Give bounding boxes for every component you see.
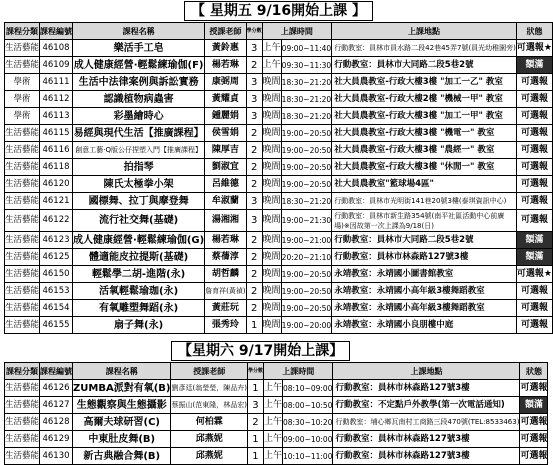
- course-credits: 3: [246, 74, 262, 91]
- course-name: 體適能皮拉提斯(基礎): [73, 249, 205, 266]
- course-code: 46122: [40, 210, 73, 232]
- course-row[interactable]: [5, 380, 548, 397]
- course-teacher: 牟淑蘭: [205, 193, 246, 210]
- course-name: 彩墨繪時心: [73, 108, 205, 125]
- course-location: 永靖教室：永靖國小良朋樓中庭: [332, 317, 517, 334]
- course-name: 國標舞、拉丁與摩登舞: [73, 193, 205, 210]
- saturday-course-table: [4, 362, 548, 465]
- course-location: 行動教室：不定點戶外教學(第一次電話通知): [333, 397, 520, 414]
- course-location: 永靖教室：永靖國小高年級3樓舞蹈教室: [332, 283, 517, 300]
- course-time-range: 08:10~09:00: [282, 380, 333, 397]
- course-category: 生活藝能: [5, 317, 40, 334]
- course-credits: 3: [246, 108, 262, 125]
- course-teacher: 楊若琳: [205, 232, 246, 249]
- course-location: 行動教室：員林市大同路二段5巷2號: [332, 57, 517, 74]
- course-credits: 2: [246, 266, 262, 283]
- course-time-range: 08:30~10:20: [282, 414, 333, 431]
- course-credits: 2: [246, 125, 262, 142]
- course-time-slot: 晚間: [262, 249, 281, 266]
- course-name: 流行社交舞(基礎): [73, 210, 205, 232]
- course-name: 創意工藝·Q版公仔捏塑入門【推廣課程】: [73, 142, 205, 159]
- course-credits: 2: [246, 159, 262, 176]
- course-teacher: 劉淑宜: [205, 159, 246, 176]
- course-location: 行動教室：員林市光明街141巷20號3樓(泰琪資訊中心): [332, 193, 517, 210]
- course-credits: 2: [246, 176, 262, 193]
- course-time-slot: 上午: [263, 448, 282, 465]
- course-teacher: 劉彥廷(翁瑩瑩，陳品卉): [171, 380, 247, 397]
- course-row[interactable]: [5, 142, 553, 159]
- course-code: 46111: [40, 74, 73, 91]
- course-time-range: 10:10~11:00: [282, 448, 333, 465]
- course-category: 生活藝能: [5, 210, 40, 232]
- course-name: 中東肚皮舞(B): [73, 431, 171, 448]
- course-time-range: 19:00~21:00: [281, 232, 332, 249]
- header-course-name: 課程名稱: [73, 23, 205, 40]
- course-location: 社大員農教室-行政大樓3樓 "加工一乙" 教室: [332, 74, 517, 91]
- course-name: 成人健康經營·輕鬆練瑜伽(F): [73, 57, 205, 74]
- course-location: 行動教室：員林市林森路127號3樓: [333, 431, 520, 448]
- course-time-range: 19:00~20:50: [281, 283, 332, 300]
- course-teacher: 康弼周: [205, 74, 246, 91]
- course-code: 46118: [40, 159, 73, 176]
- friday-section-title: 【 星期五 9/16開始上課 】: [184, 1, 373, 21]
- course-credits: 1: [246, 317, 262, 334]
- course-time-range: 19:00~20:50: [281, 176, 332, 193]
- course-credits: 2: [246, 232, 262, 249]
- course-teacher: 邱燕妮: [171, 448, 247, 465]
- course-location: 行動教室：員林市員水路二段42巷45弄7號(員光幼稚園旁): [332, 40, 517, 57]
- course-code: 46115: [40, 125, 73, 142]
- course-time-slot: 晚間: [262, 300, 281, 317]
- saturday-section-title: 【星期六 9/17開始上課】: [171, 341, 350, 361]
- course-time-range: 19:00~20:50: [281, 266, 332, 283]
- course-row[interactable]: [5, 193, 553, 210]
- course-time-slot: 晚間: [262, 108, 281, 125]
- course-credits: 3: [246, 210, 262, 232]
- course-code: 46108: [40, 40, 73, 57]
- course-row[interactable]: [5, 125, 553, 142]
- course-time-slot: 晚間: [262, 283, 281, 300]
- header-credits: 學分數: [247, 363, 263, 380]
- course-time-range: 18:30~21:20: [281, 91, 332, 108]
- course-row[interactable]: [5, 210, 553, 232]
- course-teacher: 楊若琳: [205, 57, 246, 74]
- course-category: 生活藝能: [5, 283, 40, 300]
- course-teacher: 邱燕妮: [171, 431, 247, 448]
- course-time-range: 18:30~21:20: [281, 74, 332, 91]
- course-name: 成人健康經營·輕鬆練瑜伽(G): [73, 232, 205, 249]
- course-code: 46112: [40, 91, 73, 108]
- course-credits: 2: [246, 249, 262, 266]
- course-code: 46127: [40, 397, 73, 414]
- course-name: 高爾夫球研習(C): [73, 414, 171, 431]
- course-code: 46125: [40, 249, 73, 266]
- course-name: 陳氏太極拳小架: [73, 176, 205, 193]
- course-code: 46113: [40, 108, 73, 125]
- course-row[interactable]: [5, 232, 553, 249]
- course-name: ZUMBA派對有氧(B): [73, 380, 171, 397]
- friday-header-row: [5, 23, 553, 40]
- course-credits: 2: [246, 57, 262, 74]
- course-teacher: 張秀玲: [205, 317, 246, 334]
- course-location: 社大員農教室"籃球場4區": [332, 176, 517, 193]
- header-category: 課程分類: [5, 23, 40, 40]
- header-code: 課程編號: [40, 23, 73, 40]
- course-status[interactable]: 額滿: [520, 397, 548, 414]
- saturday-header-row: [5, 363, 548, 380]
- course-teacher: 蔡振山(范東隆，林品宏): [171, 397, 247, 414]
- course-location: 行動教室：埔心鄉瓦南村工商路三段470號(TEL:8533463): [333, 414, 520, 431]
- course-row[interactable]: [5, 431, 548, 448]
- course-time-range: 19:00~20:50: [281, 142, 332, 159]
- friday-course-table: [4, 22, 553, 334]
- course-status[interactable]: 可選報: [516, 91, 552, 108]
- header-status: 狀態: [520, 363, 548, 380]
- course-teacher: 詹育祥(黃禎): [205, 283, 246, 300]
- course-status[interactable]: 可選報: [516, 108, 552, 125]
- course-status[interactable]: 可選報: [520, 448, 548, 465]
- course-status[interactable]: 可選報: [520, 431, 548, 448]
- course-category: 生活藝能: [5, 125, 40, 142]
- course-credits: 2: [246, 142, 262, 159]
- header-location: 上課地點: [332, 23, 517, 40]
- course-status[interactable]: 可選報: [516, 300, 552, 317]
- course-credits: 3: [247, 397, 263, 414]
- course-status[interactable]: 可選報: [516, 125, 552, 142]
- course-name: 活氧輕鬆瑜珈(永): [73, 283, 205, 300]
- course-teacher: 蔡蒨淳: [205, 249, 246, 266]
- course-status[interactable]: 額滿: [516, 232, 552, 249]
- course-category: 生活藝能: [5, 397, 40, 414]
- course-category: 生活藝能: [5, 159, 40, 176]
- course-category: 生活藝能: [5, 448, 40, 465]
- course-status[interactable]: 可選報: [516, 317, 552, 334]
- course-teacher: 黃鈴惠: [205, 40, 246, 57]
- course-code: 46128: [40, 414, 73, 431]
- course-time-slot: 晚間: [262, 125, 281, 142]
- course-location: 社大員農教室-行政大樓2樓 "機械一甲" 教室: [332, 91, 517, 108]
- course-category: 生活藝能: [5, 176, 40, 193]
- header-time: 上課時間: [263, 363, 333, 380]
- course-category: 生活藝能: [5, 232, 40, 249]
- course-row[interactable]: [5, 74, 553, 91]
- course-status[interactable]: 可選報: [520, 414, 548, 431]
- header-category: 課程分類: [5, 363, 40, 380]
- course-status[interactable]: 額滿: [516, 57, 552, 74]
- header-course-name: 課程名稱: [73, 363, 171, 380]
- course-category: 生活藝能: [5, 380, 40, 397]
- course-teacher: 鍾麗娟: [205, 108, 246, 125]
- course-status[interactable]: 額滿: [516, 249, 552, 266]
- course-row[interactable]: [5, 300, 553, 317]
- course-time-slot: 晚間: [262, 210, 281, 232]
- course-location: 行動教室：員林市林森路127號3樓: [333, 380, 520, 397]
- course-credits: 3: [246, 91, 262, 108]
- friday-section-header: [0, 0, 540, 22]
- course-status[interactable]: 可選報: [516, 193, 552, 210]
- course-location: 行動教室：員林市林森路127號3樓: [332, 249, 517, 266]
- course-status[interactable]: 可選報: [516, 74, 552, 91]
- course-category: 生活藝能: [5, 431, 40, 448]
- course-name: 新古典融合舞(B): [73, 448, 171, 465]
- course-category: 生活藝能: [5, 266, 40, 283]
- course-teacher: 黃莊玩: [205, 300, 246, 317]
- course-status[interactable]: 可選報: [516, 142, 552, 159]
- course-category: 學術: [5, 108, 40, 125]
- course-row[interactable]: [5, 40, 553, 57]
- course-category: 生活藝能: [5, 300, 40, 317]
- course-category: 生活藝能: [5, 142, 40, 159]
- course-category: 學術: [5, 74, 40, 91]
- course-time-slot: 晚間: [262, 266, 281, 283]
- course-name: 輕鬆學二胡-進階(永): [73, 266, 205, 283]
- course-teacher: 何柏霖: [171, 414, 247, 431]
- course-code: 46154: [40, 300, 73, 317]
- course-credits: 3: [246, 193, 262, 210]
- course-code: 46121: [40, 193, 73, 210]
- course-teacher: 呂維德: [205, 176, 246, 193]
- course-time-slot: 上午: [263, 431, 282, 448]
- course-category: 生活藝能: [5, 249, 40, 266]
- course-teacher: 胡哲麟: [205, 266, 246, 283]
- course-code: 46155: [40, 317, 73, 334]
- course-code: 46116: [40, 142, 73, 159]
- header-teacher: 授課老師: [171, 363, 247, 380]
- course-category: 生活藝能: [5, 57, 40, 74]
- course-teacher: 湯湘湘: [205, 210, 246, 232]
- course-code: 46120: [40, 176, 73, 193]
- course-code: 46109: [40, 57, 73, 74]
- course-category: 生活藝能: [5, 193, 40, 210]
- course-name: 生態觀察與生態攝影: [73, 397, 171, 414]
- course-time-slot: 晚間: [262, 317, 281, 334]
- course-status[interactable]: 可選報★: [516, 266, 552, 283]
- course-name: 有氧雕塑舞蹈(永): [73, 300, 205, 317]
- course-status[interactable]: 可選報: [516, 159, 552, 176]
- course-teacher: 侯雪娟: [205, 125, 246, 142]
- course-name: 易經與現代生活【推廣課程】: [73, 125, 205, 142]
- course-location: 社大員農教室-行政大樓3樓 "加工一甲" 教室: [332, 108, 517, 125]
- course-time-slot: 上午: [263, 414, 282, 431]
- course-time-range: 08:00~10:50: [282, 397, 333, 414]
- course-code: 46130: [40, 448, 73, 465]
- course-credits: 2: [246, 283, 262, 300]
- course-time-range: 09:30~11:30: [281, 57, 332, 74]
- course-row[interactable]: [5, 448, 548, 465]
- saturday-section-header: [0, 340, 540, 362]
- course-code: 46123: [40, 232, 73, 249]
- course-time-range: 19:00~20:50: [281, 125, 332, 142]
- course-time-range: 19:00~20:00: [281, 317, 332, 334]
- course-credits: 1: [247, 380, 263, 397]
- course-location: 社大員農教室-行政大樓3樓 "農經一" 教室: [332, 142, 517, 159]
- course-category: 生活藝能: [5, 40, 40, 57]
- course-time-slot: 晚間: [262, 74, 281, 91]
- course-time-slot: 晚間: [262, 142, 281, 159]
- course-time-range: 19:00~20:50: [281, 300, 332, 317]
- course-time-slot: 晚間: [262, 193, 281, 210]
- course-name: 認識植物病蟲害: [73, 91, 205, 108]
- course-row[interactable]: [5, 249, 553, 266]
- course-time-slot: 上午: [262, 40, 281, 57]
- course-teacher: 黃耀貞: [205, 91, 246, 108]
- header-time: 上課時間: [262, 23, 332, 40]
- course-location: 社大員農教室-行政大樓3樓 "機電一" 教室: [332, 125, 517, 142]
- header-credits: 學分數: [246, 23, 262, 40]
- course-status[interactable]: 可選報: [516, 210, 552, 232]
- course-location: 永靖教室：永靖國小圖書館教室: [332, 266, 517, 283]
- header-code: 課程編號: [40, 363, 73, 380]
- course-row[interactable]: [5, 159, 553, 176]
- course-row[interactable]: [5, 414, 548, 431]
- course-time-slot: 晚間: [262, 232, 281, 249]
- course-credits: 1: [247, 431, 263, 448]
- course-row[interactable]: [5, 57, 553, 74]
- course-name: 樂活手工皂: [73, 40, 205, 57]
- course-location: 行動教室：員林市大同路二段5巷2號: [332, 232, 517, 249]
- course-name: 生活中法律案例與訴訟實務: [73, 74, 205, 91]
- course-row[interactable]: [5, 176, 553, 193]
- course-time-range: 18:30~21:20: [281, 193, 332, 210]
- course-time-slot: 上午: [263, 397, 282, 414]
- course-row[interactable]: [5, 397, 548, 414]
- course-location: 社大員農教室-行政大樓3樓 "休閒一" 教室: [332, 159, 517, 176]
- header-teacher: 授課老師: [205, 23, 246, 40]
- course-location: 行動教室：員林市林森路127號3樓: [333, 448, 520, 465]
- course-time-slot: 上午: [263, 380, 282, 397]
- course-status[interactable]: 可選報: [516, 283, 552, 300]
- course-category: 生活藝能: [5, 414, 40, 431]
- course-location: 永靖教室：永靖國小高年級3樓舞蹈教室: [332, 300, 517, 317]
- course-time-slot: 晚間: [262, 91, 281, 108]
- header-status: 狀態: [516, 23, 552, 40]
- course-time-range: 19:00~20:50: [281, 159, 332, 176]
- header-location: 上課地點: [333, 363, 520, 380]
- course-time-range: 20:20~21:10: [281, 249, 332, 266]
- course-code: 46150: [40, 266, 73, 283]
- course-row[interactable]: [5, 91, 553, 108]
- course-credits: 3: [246, 40, 262, 57]
- course-row[interactable]: [5, 283, 553, 300]
- course-credits: 2: [246, 300, 262, 317]
- course-time-range: 09:00~11:40: [281, 40, 332, 57]
- course-row[interactable]: [5, 266, 553, 283]
- course-time-slot: 晚間: [262, 176, 281, 193]
- course-teacher: 陳厚吉: [205, 142, 246, 159]
- course-code: 46153: [40, 283, 73, 300]
- course-location: 行動教室：員林市新生路354號(南平社區活動中心前廣場)※因故第一次上課為9/18(日): [332, 210, 517, 232]
- course-credits: 2: [247, 414, 263, 431]
- course-category: 學術: [5, 91, 40, 108]
- course-time-range: 19:00~21:30: [281, 210, 332, 232]
- course-status[interactable]: 可選報: [516, 176, 552, 193]
- course-time-range: 09:00~10:00: [282, 431, 333, 448]
- course-code: 46126: [40, 380, 73, 397]
- course-time-slot: 上午: [262, 57, 281, 74]
- course-name: 拍指琴: [73, 159, 205, 176]
- course-code: 46129: [40, 431, 73, 448]
- course-credits: 1: [247, 448, 263, 465]
- course-status[interactable]: 可選報★: [516, 40, 552, 57]
- course-status[interactable]: 可選報: [520, 380, 548, 397]
- course-row[interactable]: [5, 108, 553, 125]
- course-time-range: 18:30~21:20: [281, 108, 332, 125]
- course-time-slot: 晚間: [262, 159, 281, 176]
- course-row[interactable]: [5, 317, 553, 334]
- course-name: 扇子舞(永): [73, 317, 205, 334]
